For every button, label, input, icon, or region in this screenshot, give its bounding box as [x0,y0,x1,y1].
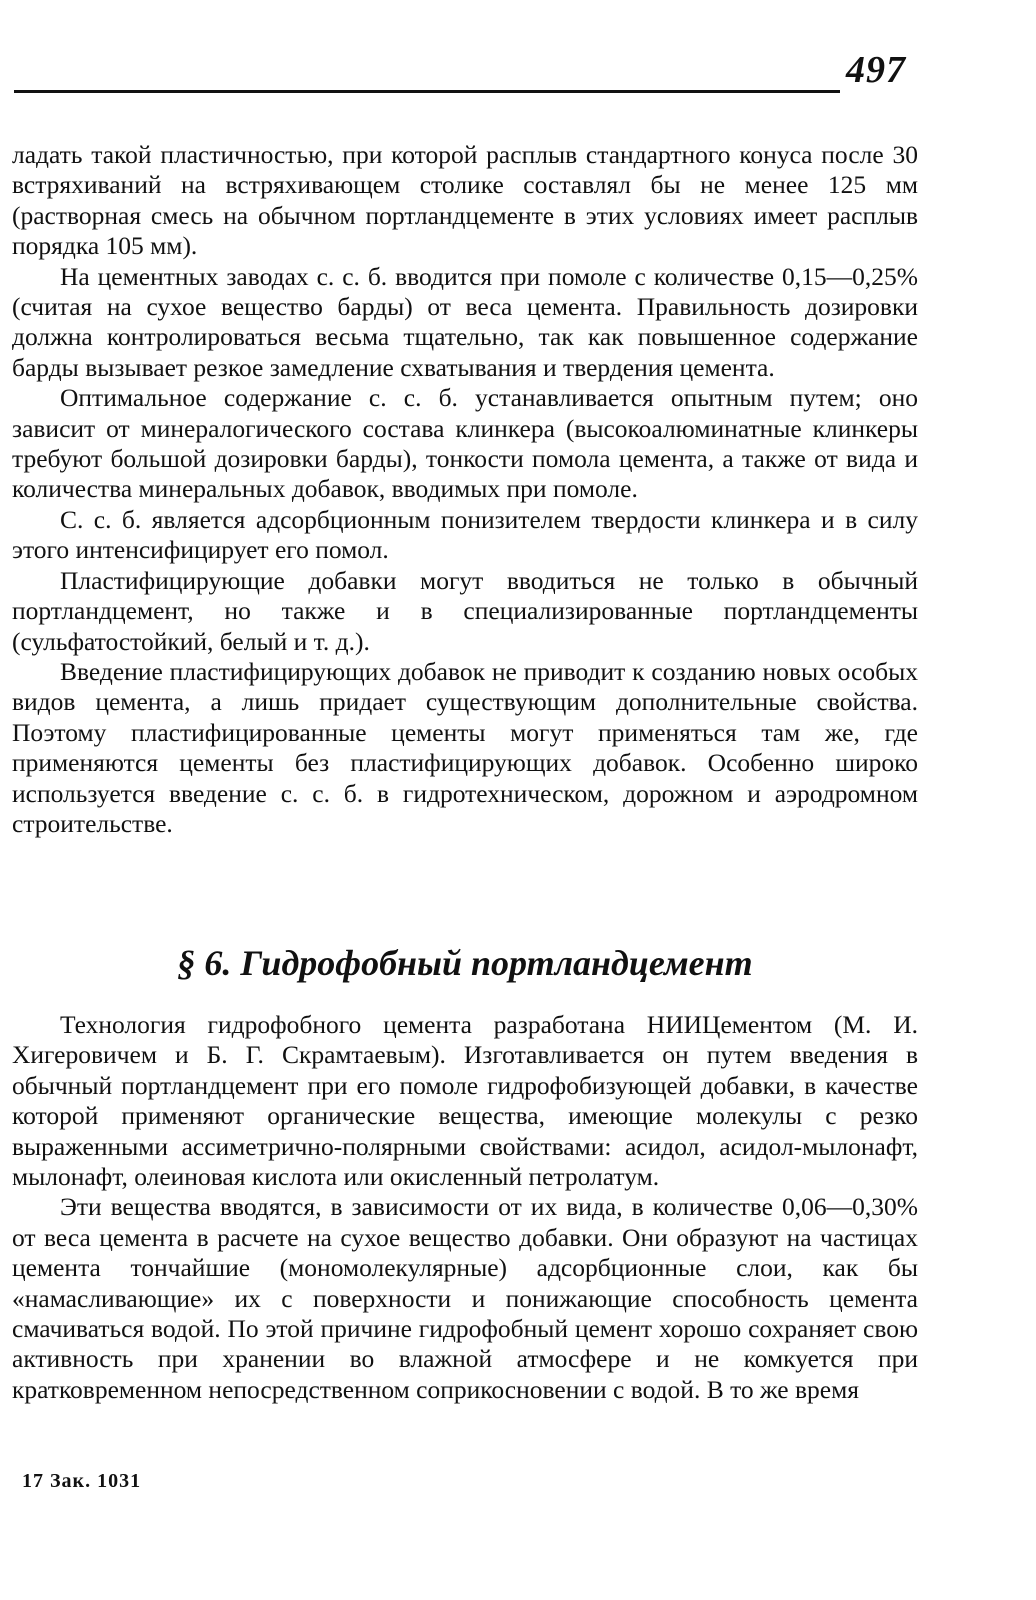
text-block-top [12,140,918,839]
paragraph: Технология гидрофобного цемента разработана НИИЦементом (М. И. Хигеровичем и Б. Г. Скрамтаевым). Изготавливается он путем введения в обычный портландцемент при его помоле гидрофобизующей добавки, в качестве которой применяют органические вещества, имеющие молекулы с резко выраженными ассиметрично-полярными свойствами: асидол, асидол-мылонафт, мылонафт, олеиновая кислота или окисленный петролатум. [12,1010,918,1192]
text-block-bottom [12,1010,918,1405]
paragraph: ладать такой пластичностью, при которой расплыв стандартного конуса после 30 встряхиваний на встряхивающем столике составлял бы не менее 125 мм (растворная смесь на обычном портландцементе в этих условиях имеет расплыв порядка 105 мм). [12,140,918,261]
paragraph: Эти вещества вводятся, в зависимости от их вида, в количестве 0,06—0,30% от веса цемента в расчете на сухое вещество добавки. Они образуют на частицах цемента тончайшие (мономолекулярные) адсорбционные слои, как бы «намасливающие» их с поверхности и понижающие способность цемента смачиваться водой. По этой причине гидрофобный цемент хорошо сохраняет свою активность при хранении во влажной атмосфере и не комкуется при кратковременном непосредственном соприкосновении с водой. В то же время [12,1192,918,1404]
header-rule [14,90,840,93]
section-heading: § 6. Гидрофобный портландцемент [177,943,753,983]
printer-signature: 17 Зак. 1031 [22,1470,142,1492]
page-number: 497 [846,49,906,91]
paragraph: Оптимальное содержание с. с. б. устанавливается опытным путем; оно зависит от минералогического состава клинкера (высокоалюминатные клинкеры требуют большой дозировки барды), тонкости помола цемента, а также от вида и количества минеральных добавок, вводимых при помоле. [12,383,918,504]
paragraph: Введение пластифицирующих добавок не приводит к созданию новых особых видов цемента, а лишь придает существующим дополнительные свойства. Поэтому пластифицированные цементы могут применяться там же, где применяются цементы без пластифицирующих добавок. Особенно широко используется введение с. с. б. в гидротехническом, дорожном и аэродромном строительстве. [12,656,918,838]
paragraph: На цементных заводах с. с. б. вводится при помоле с количестве 0,15—0,25% (считая на сухое вещество барды) от веса цемента. Правильность дозировки должна контролироваться весьма тщательно, так как повышенное содержание барды вызывает резкое замедление схватывания и твердения цемента. [12,261,918,382]
paragraph: Пластифицирующие добавки могут вводиться не только в обычный портландцемент, но также и в специализированные портландцементы (сульфатостойкий, белый и т. д.). [12,565,918,656]
paragraph: С. с. б. является адсорбционным понизителем твердости клинкера и в силу этого интенсифицирует его помол. [12,504,918,565]
